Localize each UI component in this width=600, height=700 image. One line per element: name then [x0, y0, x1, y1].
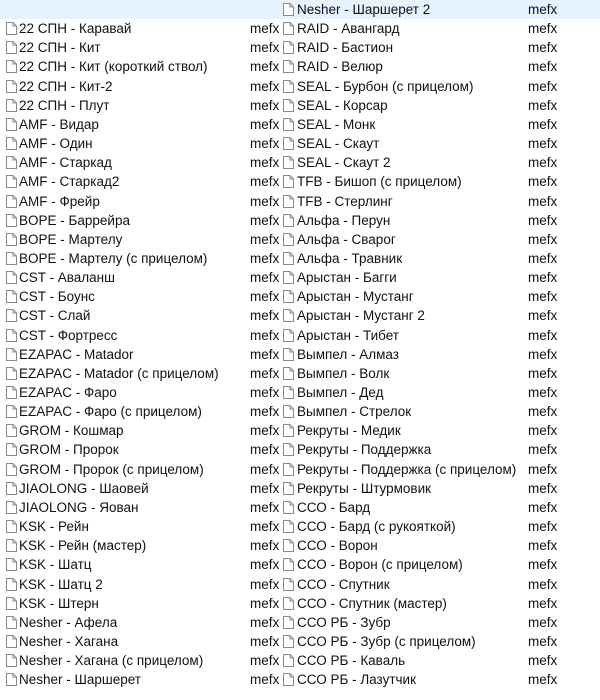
file-icon: [283, 60, 294, 73]
file-extension: mefx: [250, 97, 280, 113]
file-extension: mefx: [528, 519, 558, 535]
file-list-item[interactable]: [0, 153, 600, 172]
file-extension: mefx: [250, 423, 280, 439]
file-name: Рекруты - Поддержка: [297, 442, 432, 458]
file-extension: mefx: [250, 519, 280, 535]
file-extension: mefx: [528, 385, 558, 400]
file-name: AMF - Один: [19, 136, 93, 152]
file-extension: mefx: [528, 2, 558, 17]
file-name: EZAPAC - Matador: [19, 346, 134, 362]
file-list-item[interactable]: [0, 172, 600, 191]
file-icon: [283, 520, 294, 533]
file-extension: mefx: [528, 59, 558, 75]
file-list-item[interactable]: [0, 115, 600, 134]
file-extension: mefx: [250, 480, 280, 496]
file-name: SEAL - Монк: [297, 116, 376, 132]
file-list-item[interactable]: [0, 670, 600, 689]
file-name: KSK - Шатц 2: [19, 576, 103, 592]
file-name: RAID - Авангард: [297, 21, 400, 37]
file-extension: mefx: [528, 461, 558, 477]
file-name: AMF - Видар: [19, 116, 99, 132]
file-list-item[interactable]: [0, 613, 600, 632]
file-extension: mefx: [250, 538, 280, 554]
file-extension: mefx: [528, 97, 558, 113]
file-extension: mefx: [528, 212, 558, 228]
file-name: EZAPAC - Фаро (с прицелом): [19, 404, 202, 420]
file-extension: mefx: [528, 595, 558, 611]
file-extension: mefx: [250, 365, 280, 381]
file-list-item[interactable]: [0, 192, 600, 211]
file-extension: mefx: [250, 653, 280, 669]
file-name: ССО - Ворон (с прицелом): [297, 557, 463, 573]
file-icon: [283, 578, 294, 591]
file-icon: [283, 41, 294, 54]
file-name: KSK - Шатц: [19, 557, 92, 573]
file-name: Вымпел - Стрелок: [297, 404, 412, 420]
file-list-item[interactable]: [0, 651, 600, 670]
file-list-item[interactable]: [0, 498, 600, 517]
file-extension: mefx: [250, 231, 280, 247]
file-name: 22 СПН - Кит-2: [19, 78, 113, 94]
file-extension: mefx: [528, 116, 558, 132]
file-extension: mefx: [250, 289, 280, 305]
file-extension: mefx: [250, 557, 280, 573]
file-name: Вымпел - Дед: [297, 385, 384, 400]
file-name: Альфа - Травник: [297, 250, 403, 266]
file-extension: mefx: [528, 557, 558, 573]
file-name: Nesher - Афела: [19, 614, 118, 630]
file-extension: mefx: [528, 633, 558, 649]
file-extension: mefx: [250, 270, 280, 286]
file-extension: mefx: [250, 346, 280, 362]
file-extension: mefx: [250, 116, 280, 132]
file-list-item[interactable]: [0, 19, 600, 38]
file-name: Nesher - Хагана (с прицелом): [19, 653, 204, 669]
file-icon: [283, 597, 294, 610]
file-extension: mefx: [528, 289, 558, 305]
file-extension: mefx: [250, 40, 280, 56]
file-extension: mefx: [528, 614, 558, 630]
file-list-item[interactable]: [0, 594, 600, 613]
file-name: ССО - Бард: [297, 499, 371, 515]
file-icon: [283, 463, 294, 476]
file-icon: [283, 367, 294, 380]
file-extension: mefx: [250, 193, 280, 209]
file-extension: mefx: [528, 231, 558, 247]
file-icon: [283, 233, 294, 246]
file-list-item[interactable]: [0, 249, 600, 268]
file-icon: [283, 424, 294, 437]
file-name: TFB - Стерлинг: [297, 193, 393, 209]
file-name: AMF - Старкад: [19, 155, 112, 171]
file-name: Рекруты - Штурмовик: [297, 480, 432, 496]
file-icon: [283, 214, 294, 227]
file-name: ССО РБ - Зубр: [297, 614, 391, 630]
file-extension: mefx: [250, 327, 280, 343]
file-icon: [283, 329, 294, 342]
file-name: CST - Слай: [19, 308, 91, 324]
file-list-item[interactable]: [0, 57, 600, 76]
file-name: ССО - Ворон: [297, 538, 378, 554]
file-extension: mefx: [528, 365, 558, 381]
file-name: GROM - Кошмар: [19, 423, 124, 439]
file-list-item[interactable]: [0, 536, 600, 555]
file-name: CST - Аваланш: [19, 270, 115, 286]
file-name: KSK - Рейн (мастер): [19, 538, 147, 554]
file-icon: [283, 386, 294, 399]
file-name: GROM - Пророк: [19, 442, 119, 458]
file-extension: mefx: [528, 538, 558, 554]
file-name: Рекруты - Поддержка (с прицелом): [297, 461, 517, 477]
file-name: Арыстан - Багги: [297, 270, 397, 286]
file-name: 22 СПН - Плут: [19, 97, 110, 113]
file-icon: [283, 80, 294, 93]
file-name: CST - Фортресс: [19, 327, 118, 343]
file-name: JIAOLONG - Шаовей: [19, 480, 149, 496]
file-name: AMF - Старкад2: [19, 174, 120, 190]
file-name: Альфа - Сварог: [297, 231, 396, 247]
file-list-item[interactable]: [0, 287, 600, 306]
file-name: GROM - Пророк (с прицелом): [19, 461, 204, 477]
file-extension: mefx: [250, 136, 280, 152]
file-extension: mefx: [250, 672, 280, 688]
file-icon: [283, 175, 294, 188]
file-name: EZAPAC - Фаро: [19, 385, 117, 400]
file-extension: mefx: [250, 78, 280, 94]
file-name: AMF - Фрейр: [19, 193, 100, 209]
file-name: Рекруты - Медик: [297, 423, 401, 439]
file-icon: [283, 118, 294, 131]
file-name: Альфа - Перун: [297, 212, 391, 228]
file-extension: mefx: [528, 404, 558, 420]
file-list-item[interactable]: [0, 632, 600, 651]
file-icon: [283, 22, 294, 35]
file-extension: mefx: [250, 59, 280, 75]
file-name: ССО - Спутник: [297, 576, 390, 592]
file-extension: mefx: [250, 155, 280, 171]
file-name: BOPE - Баррейра: [19, 212, 130, 228]
file-list-item[interactable]: [0, 77, 600, 96]
file-name: Вымпел - Волк: [297, 365, 390, 381]
file-list-item[interactable]: [0, 440, 600, 459]
file-name: CST - Боунс: [19, 289, 95, 305]
file-extension: mefx: [528, 423, 558, 439]
file-name: ССО РБ - Каваль: [297, 653, 406, 669]
file-name: ССО - Спутник (мастер): [297, 595, 447, 611]
file-name: ССО РБ - Лазутчик: [297, 672, 416, 688]
file-extension: mefx: [250, 595, 280, 611]
file-extension: mefx: [528, 21, 558, 37]
file-list-item[interactable]: [0, 38, 600, 57]
file-icon: [283, 290, 294, 303]
file-name: JIAOLONG - Яован: [19, 499, 139, 515]
file-name: Вымпел - Алмаз: [297, 346, 399, 362]
file-icon: [283, 271, 294, 284]
file-extension: mefx: [528, 78, 558, 94]
file-name: TFB - Бишоп (с прицелом): [297, 174, 462, 190]
file-extension: mefx: [528, 136, 558, 152]
file-extension: mefx: [250, 174, 280, 190]
file-list-item[interactable]: [0, 96, 600, 115]
file-list-item[interactable]: [0, 0, 600, 19]
file-extension: mefx: [528, 155, 558, 171]
file-name: KSK - Рейн: [19, 519, 89, 535]
file-list-item[interactable]: [0, 402, 600, 421]
file-extension: mefx: [528, 174, 558, 190]
file-icon: [283, 405, 294, 418]
file-icon: [283, 501, 294, 514]
file-name: 22 СПН - Каравай: [19, 21, 132, 37]
file-extension: mefx: [250, 212, 280, 228]
file-name: Арыстан - Мустанг 2: [297, 308, 425, 324]
file-list-item[interactable]: [0, 479, 600, 498]
file-icon: [283, 673, 294, 686]
file-icon: [283, 3, 294, 16]
file-name: Nesher - Хагана: [19, 633, 119, 649]
file-name: BOPE - Мартелу: [19, 231, 123, 247]
file-list-item[interactable]: [0, 345, 600, 364]
file-list-item[interactable]: [0, 364, 600, 383]
file-icon: [283, 558, 294, 571]
file-name: RAID - Бастион: [297, 40, 394, 56]
file-extension: mefx: [528, 327, 558, 343]
file-name: 22 СПН - Кит: [19, 40, 101, 56]
file-icon: [283, 443, 294, 456]
file-name: SEAL - Скаут 2: [297, 155, 391, 171]
file-name: SEAL - Корсар: [297, 97, 388, 113]
file-icon: [283, 616, 294, 629]
file-extension: mefx: [528, 193, 558, 209]
file-list-item[interactable]: [0, 383, 600, 402]
file-icon: [283, 252, 294, 265]
file-extension: mefx: [528, 653, 558, 669]
file-extension: mefx: [250, 308, 280, 324]
file-extension: mefx: [250, 385, 280, 400]
file-icon: [283, 195, 294, 208]
file-icon: [283, 482, 294, 495]
file-extension: mefx: [250, 404, 280, 420]
file-icon: [283, 309, 294, 322]
file-extension: mefx: [250, 250, 280, 266]
file-extension: mefx: [528, 576, 558, 592]
file-extension: mefx: [250, 21, 280, 37]
file-extension: mefx: [528, 270, 558, 286]
file-name: KSK - Штерн: [19, 595, 99, 611]
file-list-item[interactable]: [0, 306, 600, 325]
file-list-item[interactable]: [0, 268, 600, 287]
file-extension: mefx: [528, 442, 558, 458]
file-name: ССО - Бард (с рукояткой): [297, 519, 456, 535]
file-name: Арыстан - Мустанг: [297, 289, 414, 305]
file-list-item[interactable]: [0, 460, 600, 479]
file-name: BOPE - Мартелу (с прицелом): [19, 250, 208, 266]
file-name: Nesher - Шаршерет: [19, 672, 141, 688]
file-extension: mefx: [528, 308, 558, 324]
file-extension: mefx: [250, 576, 280, 592]
file-icon: [283, 348, 294, 361]
file-icon: [283, 654, 294, 667]
file-extension: mefx: [528, 499, 558, 515]
file-name: RAID - Велюр: [297, 59, 383, 75]
file-name: Арыстан - Тибет: [297, 327, 399, 343]
file-list-item[interactable]: [0, 555, 600, 574]
file-list-item[interactable]: [0, 421, 600, 440]
file-icon: [283, 635, 294, 648]
file-list-item[interactable]: [0, 134, 600, 153]
file-list-item[interactable]: [0, 211, 600, 230]
file-name: EZAPAC - Matador (с прицелом): [19, 365, 219, 381]
file-list-item[interactable]: [0, 326, 600, 345]
file-name: SEAL - Бурбон (с прицелом): [297, 78, 474, 94]
file-name: SEAL - Скаут: [297, 136, 380, 152]
file-extension: mefx: [250, 633, 280, 649]
file-extension: mefx: [250, 442, 280, 458]
file-list-item[interactable]: [0, 575, 600, 594]
file-extension: mefx: [528, 250, 558, 266]
file-extension: mefx: [250, 614, 280, 630]
file-name: ССО РБ - Зубр (с прицелом): [297, 633, 476, 649]
file-extension: mefx: [528, 672, 558, 688]
file-icon: [283, 156, 294, 169]
file-icon: [283, 539, 294, 552]
file-name: 22 СПН - Кит (короткий ствол): [19, 59, 208, 75]
file-list-item[interactable]: [0, 230, 600, 249]
file-list-item[interactable]: [0, 517, 600, 536]
file-extension: mefx: [528, 40, 558, 56]
file-icon: [283, 137, 294, 150]
file-icon: [283, 99, 294, 112]
file-extension: mefx: [250, 461, 280, 477]
file-name: Nesher - Шаршерет 2: [297, 2, 431, 17]
file-extension: mefx: [528, 480, 558, 496]
file-extension: mefx: [250, 499, 280, 515]
file-extension: mefx: [528, 346, 558, 362]
